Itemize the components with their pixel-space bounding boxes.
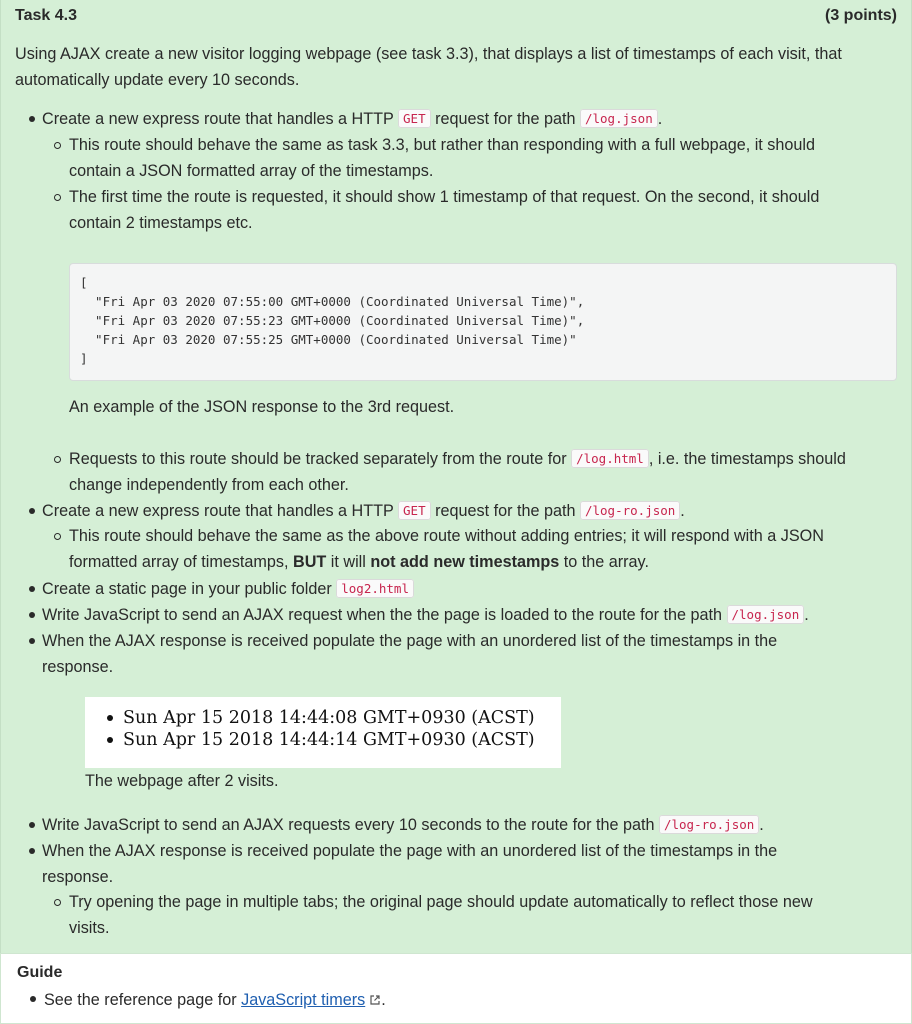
bullet-line: response. (42, 868, 114, 886)
http-method-code: GET (398, 109, 431, 128)
guide-text: See the reference page for (44, 991, 242, 1009)
code-line: ] (80, 351, 88, 366)
bullet-text: . (804, 606, 809, 624)
external-link-icon (369, 994, 381, 1006)
subbullet-circle (54, 533, 61, 540)
bullet-dot (29, 822, 35, 828)
bullet-text: request for the path (430, 502, 580, 520)
subbullet-text: , i.e. the timestamps should (648, 450, 846, 468)
path-code: /log-ro.json (580, 501, 680, 520)
path-code: /log.json (580, 109, 658, 128)
http-method-code: GET (398, 501, 431, 520)
task-points: (3 points) (825, 7, 897, 24)
bullet-line: When the AJAX response is received populate the page with an unordered list of the timestamps in the (42, 632, 778, 650)
bullet-dot (29, 508, 35, 514)
code-line: "Fri Apr 03 2020 07:55:25 GMT+0000 (Coordinated Universal Time)" (80, 332, 577, 347)
webpage-example-image (85, 697, 561, 768)
bullet-text: Write JavaScript to send an AJAX requests every 10 seconds to the route for the path (42, 816, 659, 834)
bullet-text: Write JavaScript to send an AJAX request when the the page is loaded to the route for the path (42, 606, 727, 624)
bullet-text: request for the path (430, 110, 580, 128)
bullet-dot (29, 848, 35, 854)
bullet-dot (29, 586, 35, 592)
timestamp-item: Sun Apr 15 2018 14:44:14 GMT+0930 (ACST) (123, 730, 535, 750)
path-code: /log.html (571, 449, 649, 468)
subbullet-text: it will (326, 553, 371, 571)
subbullet-text: to the array. (559, 553, 649, 571)
subbullet-line: This route should behave the same as task 3.3, but rather than responding with a full webpage, it should (69, 136, 815, 154)
subbullet-line: visits. (69, 919, 110, 937)
bullet-ajax-on-load (42, 604, 809, 626)
bullet-text: . (657, 110, 663, 128)
bullet-dot (29, 116, 35, 122)
subbullet-circle (54, 899, 61, 906)
subbullet-circle (54, 456, 61, 463)
bullet-line: When the AJAX response is received populate the page with an unordered list of the timestamps in the (42, 842, 778, 860)
subbullet-text: Requests to this route should be tracked separately from the route for (69, 450, 572, 468)
guide-item (44, 989, 386, 1011)
bullet-text: . (759, 816, 764, 834)
bullet-dot (29, 638, 35, 644)
guide-panel (0, 953, 912, 1024)
file-code: log2.html (336, 579, 414, 598)
image-caption: The webpage after 2 visits. (85, 772, 279, 790)
list-bullet (107, 737, 113, 743)
subbullet-line: The first time the route is requested, it should show 1 timestamp of that request. On the second, it should (69, 188, 820, 206)
path-code: /log-ro.json (659, 815, 759, 834)
subbullet-text: formatted array of timestamps, (69, 553, 294, 571)
list-bullet (107, 715, 113, 721)
bullet-dot (29, 612, 35, 618)
subbullet-line: Try opening the page in multiple tabs; the original page should update automatically to reflect those new (69, 893, 813, 911)
bullet-text: Create a new express route that handles a HTTP (42, 110, 399, 128)
bullet-create-route-log-json (42, 108, 662, 130)
bullet-text: . (680, 502, 685, 520)
subbullet-line: contain 2 timestamps etc. (69, 214, 253, 232)
path-code: /log.json (727, 605, 805, 624)
subbullet-circle (54, 194, 61, 201)
bullet-static-page (42, 578, 414, 600)
code-caption: An example of the JSON response to the 3rd request. (69, 398, 455, 416)
bullet-text: Create a new express route that handles a HTTP (42, 502, 399, 520)
subbullet-line: This route should behave the same as the above route without adding entries; it will respond with a JSON (69, 527, 824, 545)
guide-text: . (381, 991, 386, 1009)
task-title: Task 4.3 (15, 7, 77, 24)
bullet-create-route-log-ro-json (42, 500, 685, 522)
bullet-line: response. (42, 658, 114, 676)
subbullet-line (69, 448, 846, 470)
subbullet-line: contain a JSON formatted array of the timestamps. (69, 162, 434, 180)
javascript-timers-link[interactable]: JavaScript timers (241, 991, 366, 1009)
code-line: "Fri Apr 03 2020 07:55:00 GMT+0000 (Coordinated Universal Time)", (80, 294, 585, 309)
code-line: "Fri Apr 03 2020 07:55:23 GMT+0000 (Coordinated Universal Time)", (80, 313, 585, 328)
intro-line-1: Using AJAX create a new visitor logging webpage (see task 3.3), that displays a list of timestamps of each visit, that (15, 45, 842, 63)
subbullet-circle (54, 142, 61, 149)
code-line: [ (80, 275, 88, 290)
intro-line-2: automatically update every 10 seconds. (15, 71, 300, 89)
timestamp-item: Sun Apr 15 2018 14:44:08 GMT+0930 (ACST) (123, 708, 535, 728)
bold-text: BUT (293, 553, 327, 571)
bullet-dot (30, 996, 36, 1002)
task-header (15, 7, 897, 27)
json-code-example (69, 263, 897, 381)
subbullet-line: change independently from each other. (69, 476, 349, 494)
bullet-text: Create a static page in your public folder (42, 580, 337, 598)
guide-title: Guide (17, 964, 63, 981)
bold-text: not add new timestamps (370, 553, 560, 571)
subbullet-line (69, 551, 649, 573)
bullet-ajax-interval (42, 814, 764, 836)
